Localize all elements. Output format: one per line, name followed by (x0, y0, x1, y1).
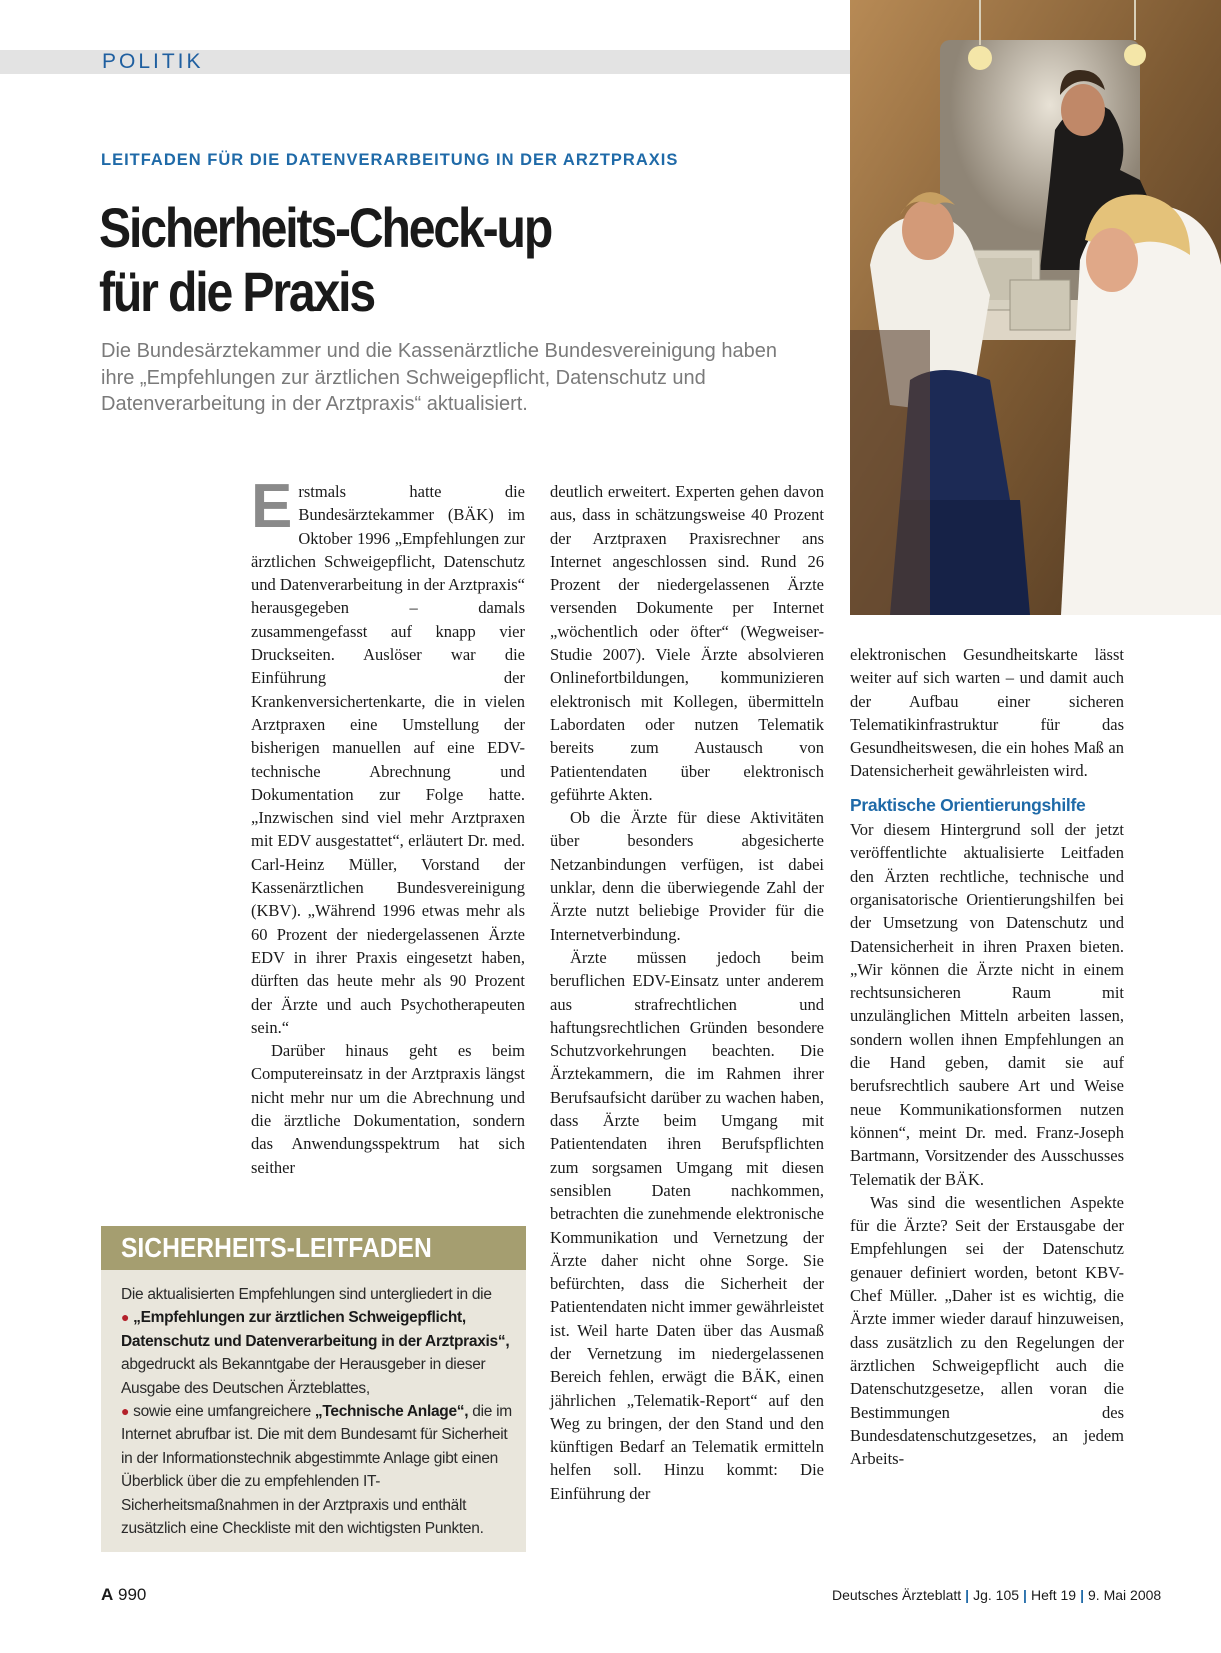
info-box-intro: Die aktualisierten Empfehlungen sind untergliedert in die (121, 1286, 492, 1303)
body-column-2 (550, 480, 824, 1505)
article-lead: Die Bundesärztekammer und die Kassenärztliche Bundesvereinigung haben ihre „Empfehlungen zur ärztlichen Schweigepflicht, Datenschutz und Datenverarbeitung in der Arztpraxis“ aktualisiert. (101, 340, 777, 415)
info-box-title: SICHERHEITS-LEITFADEN (121, 1232, 432, 1263)
body-column-3 (850, 643, 1124, 1470)
section-label: POLITIK (102, 50, 204, 73)
paragraph-5: Ärzte müssen jedoch beim beruflichen EDV-Einsatz unter anderem aus strafrechtlichen und haftungsrechtlichen Gründen besondere Schutzvorkehrungen beachten. Die Ärztekammern, die im Rahmen ihrer Berufsaufsicht darüber zu wachen haben, dass Ärzte beim Umgang mit Patientendaten ihren Berufspflichten zum sorgsamen Umgang mit diesen sensiblen Daten nachkommen, betrachten die zunehmende elektronische Kommunikation und Vernetzung der Ärzte daher nicht ohne Sorge. Sie befürchten, dass die Sicherheit der Patientendaten nicht immer gewährleistet ist. Weil harte Daten über das Ausmaß der Vernetzung im niedergelassenen Bereich fehlen, erwägt die BÄK, einen jährlichen „Telematik-Report“ auf den Weg zu bringen, der den Stand und den künftigen Bedarf an Telematik ermitteln helfen soll. Hinzu kommt: Die Einführung der (550, 947, 824, 1503)
paragraph-3: deutlich erweitert. Experten gehen davon aus, dass in schätzungsweise 40 Prozent der Arztpraxen Praxisrechner ans Internet angeschlossen sind. Rund 26 Prozent der niedergelassenen Ärzte versenden Dokumente per Internet „wöchentlich oder öfter“ (Wegweiser-Studie 2007). Viele Ärzte absolvieren Onlinefortbildungen, kommunizieren elektronisch mit Kollegen, übermitteln Labordaten oder nutzen Telematik bereits zum Austausch von Patientendaten über elektronisch geführte Akten. (550, 482, 824, 804)
body-column-1 (251, 472, 525, 1179)
item-1-strong: „Empfehlungen zur ärztlichen Schweigepflicht, Datenschutz und Datenverarbeitung in der Arztpraxis“, (121, 1309, 510, 1350)
issue: Heft 19 (1030, 1587, 1077, 1603)
info-box (101, 1226, 526, 1552)
paragraph-7: Vor diesem Hintergrund soll der jetzt veröffentlichte aktualisierte Leitfaden den Ärzten rechtliche, technische und organisatorische Orientierungshilfen bei der Umsetzung von Datenschutz und Datensicherheit in ihren Praxen bieten. „Wir können die Ärzte nicht in einem rechtsunsicheren Raum mit unzulänglichen Mitteln arbeiten lassen, sondern wollen ihnen Empfehlungen an die Hand geben, damit sie auf berufsrechtlich saubere Art und Weise neue Kommunikationsformen nutzen können“, meint Dr. med. Franz-Joseph Bartmann, Vorsitzender des Ausschusses Telematik der BÄK. (850, 820, 1124, 1189)
paragraph-1 (251, 472, 525, 1039)
photo-illustration (850, 0, 1221, 615)
paragraph-2: Darüber hinaus geht es beim Computereinsatz in der Arztpraxis längst nicht mehr nur um die Abrechnung und die ärztliche Dokumentation, sondern das Anwendungsspektrum hat sich seither (251, 1041, 525, 1177)
page-number (101, 1585, 146, 1605)
page-number-value: 990 (118, 1585, 147, 1604)
article-title (99, 196, 701, 324)
volume: Jg. 105 (973, 1587, 1020, 1603)
item-2-rest: die im Internet abrufbar ist. Die mit dem Bundesamt für Sicherheit in der Informationstechnik abgestimmte Anlage gibt einen Überblick über die zu empfehlenden IT-Sicherheitsmaßnahmen in der Arztpraxis und enthält zusätzlich eine Checkliste mit den wichtigsten Punkten. (121, 1403, 512, 1538)
date: 9. Mai 2008 (1088, 1587, 1162, 1603)
separator: | (965, 1587, 970, 1603)
paragraph-1-text: rstmals hatte die Bundesärztekammer (BÄK) im Oktober 1996 „Empfehlungen zur ärztlichen Schweigepflicht, Datenschutz und Datenverarbeitung in der Arztpraxis“ herausgegeben – damals zusammengefasst auf knapp vier Druckseiten. Auslöser war die Einführung der Krankenversichertenkarte, die in vielen Arztpraxen eine Umstellung der bisherigen manuellen auf eine EDV-technische Abrechnung und Dokumentation zur Folge hatte. „Inzwischen sind viel mehr Arztpraxen mit EDV ausgestattet“, erläutert Dr. med. Carl-Heinz Müller, Vorstand der Kassenärztlichen Bundesvereinigung (KBV). „Während 1996 etwas mehr als 60 Prozent der niedergelassenen Ärzte EDV in ihrer Praxis eingesetzt haben, dürften das heute mehr als 90 Prozent der Ärzte und auch Psychotherapeuten sein.“ (251, 482, 525, 1037)
article-photo (850, 0, 1221, 615)
drop-cap: E (251, 472, 293, 541)
separator: | (1080, 1587, 1085, 1603)
info-box-item-1 (121, 1306, 513, 1400)
info-box-header (101, 1226, 526, 1270)
paragraph-8: Was sind die wesentlichen Aspekte für die Ärzte? Seit der Erstausgabe der Empfehlungen sei der Datenschutz genauer definiert worden, betont KBV-Chef Müller. „Daher ist es wichtig, die Ärzte immer wieder darauf hinzuweisen, dass zusätzlich zu den Regelungen der ärztlichen Schweigepflicht auch die Datenschutzgesetze, allen voran die Bestimmungen des Bundesdatenschutzgesetzes, an jedem Arbeits- (850, 1192, 1124, 1469)
item-2-strong: „Technische Anlage“, (314, 1403, 469, 1421)
info-box-item-2 (121, 1400, 513, 1540)
paragraph-6: elektronischen Gesundheitskarte lässt weiter auf sich warten – und damit auch der Aufbau einer sicheren Telematikinfrastruktur für das Gesundheitswesen, die ein hohes Maß an Datensicherheit gewährleisten wird. (850, 645, 1124, 781)
bullet-icon: ● (121, 1403, 130, 1420)
journal-name: Deutsches Ärzteblatt (832, 1587, 962, 1603)
title-line-1: Sicherheits-Check-up (99, 196, 552, 259)
footer-citation (832, 1587, 1161, 1603)
title-line-2: für die Praxis (99, 260, 375, 323)
info-box-text (121, 1283, 513, 1540)
paragraph-4: Ob die Ärzte für diese Aktivitäten über besonders abgesicherte Netzanbindungen verfügen, ist dabei unklar, denn die überwiegende Zahl der Ärzte nutzt beliebige Provider für die Internetverbindung. (550, 808, 824, 944)
page-prefix: A (101, 1585, 114, 1604)
bullet-icon: ● (121, 1309, 130, 1326)
item-2-pre: sowie eine umfangreichere (133, 1403, 315, 1421)
article-kicker: LEITFADEN FÜR DIE DATENVERARBEITUNG IN DER ARZTPRAXIS (101, 151, 679, 169)
subheading: Praktische Orientierungshilfe (850, 794, 1086, 815)
separator: | (1023, 1587, 1027, 1603)
item-1-rest: abgedruckt als Bekanntgabe der Herausgeber in dieser Ausgabe des Deutschen Ärzteblattes, (121, 1356, 486, 1397)
